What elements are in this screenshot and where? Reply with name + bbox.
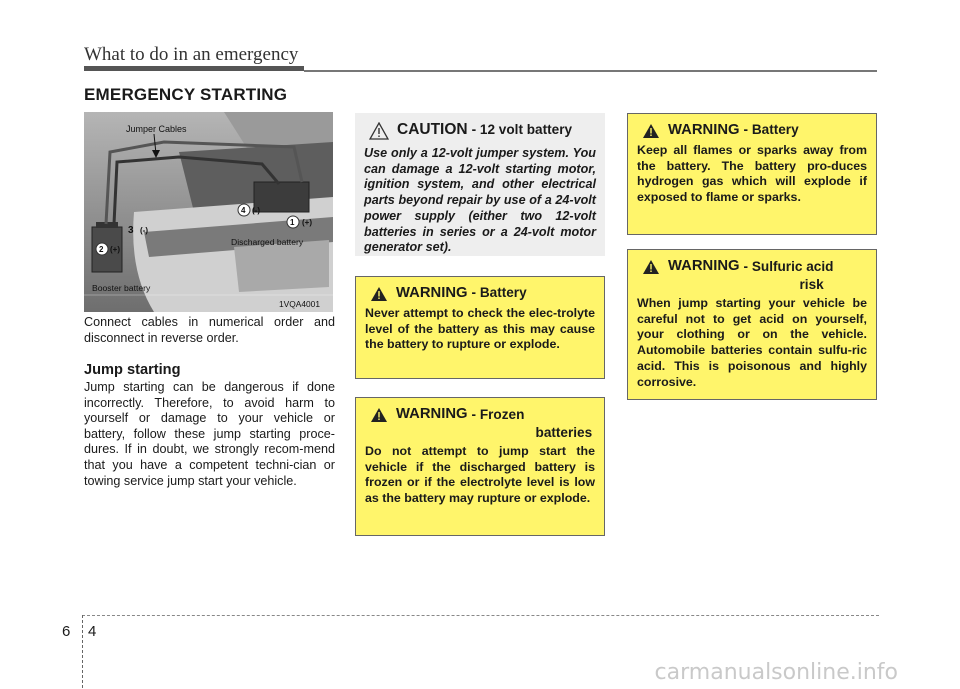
num-3: 3 [128, 225, 134, 236]
warning-title: WARNING [396, 406, 468, 422]
warning-frozen-box [355, 397, 605, 536]
warning-triangle-icon [370, 407, 388, 423]
intro-paragraph: Connect cables in numerical order and disconnect in reverse order. [84, 315, 335, 345]
warning-subtitle: - Frozen [471, 407, 525, 422]
caution-box [355, 113, 605, 256]
caution-subtitle: - 12 volt battery [471, 122, 573, 137]
caution-body: Use only a 12-volt jumper system. You can damage a 12-volt starting motor, ignition system, and other electrical parts beyond repair by use of a 24-volt power supply (either two 12-volt batteries in series or a 24-volt motor generator set). [364, 146, 596, 255]
header-title: What to do in an emergency [84, 44, 299, 65]
label-jumper-cables: Jumper Cables [126, 124, 187, 134]
warning-triangle-icon [642, 259, 660, 275]
label-booster-battery: Booster battery [92, 283, 151, 293]
warning-subtitle-2: risk [799, 277, 824, 292]
warning-body: Never attempt to check the elec-trolyte level of the battery as this may cause the battery to rupture or explode. [365, 306, 595, 352]
warning-subtitle: - Battery [743, 122, 799, 137]
jump-start-illustration [84, 112, 333, 312]
caution-title: CAUTION [397, 121, 468, 138]
sign-plus-2: (+) [110, 245, 120, 254]
warning-body: When jump starting your vehicle be careful not to get acid on yourself, your clothing or on the vehicle. Automobile batteries contain sulfu-ric acid. This is poisonous and highly corrosive. [637, 296, 867, 389]
header-rule [304, 70, 877, 72]
sign-minus-2: (-) [140, 226, 148, 235]
page-number: 4 [88, 623, 97, 640]
warning-acid-box [627, 249, 877, 400]
label-discharged-battery: Discharged battery [231, 237, 304, 247]
warning-title: WARNING [396, 285, 468, 301]
num-4: 4 [241, 206, 246, 215]
section-title: EMERGENCY STARTING [84, 85, 288, 104]
warning-triangle-icon [370, 286, 388, 302]
sign-plus-1: (+) [302, 218, 312, 227]
num-2: 2 [99, 245, 104, 254]
figure-code: 1VQA4001 [279, 299, 320, 309]
warning-triangle-icon [642, 123, 660, 139]
warning-battery-flames-box [627, 113, 877, 235]
warning-subtitle: - Sulfuric acid [743, 259, 834, 274]
footer-rule [82, 615, 879, 617]
warning-subtitle-2: batteries [535, 425, 593, 440]
sign-minus-1: (-) [252, 206, 260, 215]
chapter-number: 6 [62, 623, 71, 640]
warning-body: Do not attempt to jump start the vehicle if the discharged battery is frozen or if the electrolyte level is low as the battery may rupture or explode. [365, 444, 595, 506]
jump-starting-heading: Jump starting [84, 362, 181, 378]
warning-title: WARNING [668, 258, 740, 274]
num-1: 1 [290, 218, 295, 227]
warning-battery-box [355, 276, 605, 379]
warning-title: WARNING [668, 122, 740, 138]
jump-starting-paragraph: Jump starting can be dangerous if done incorrectly. Therefore, to avoid harm to yourself or damage to your vehicle or battery, follow these jump starting proce-dures. If in doubt, we strongly recom-mend that you have a competent techni-cian or towing service jump start your vehicle. [84, 380, 335, 488]
warning-body: Keep all flames or sparks away from the battery. The battery pro-duces hydrogen gas which will explode if exposed to flame or sparks. [637, 143, 867, 205]
footer-divider [82, 615, 84, 688]
watermark: carmanualsonline.info [654, 660, 898, 685]
warning-subtitle: - Battery [471, 285, 527, 300]
header-bar [84, 66, 304, 71]
caution-triangle-icon [369, 122, 389, 140]
